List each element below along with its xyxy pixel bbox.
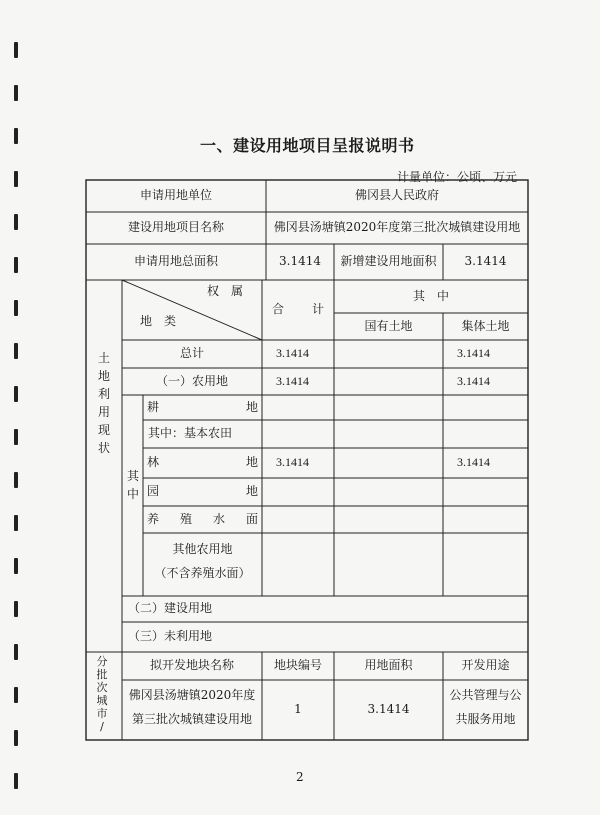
agri-heji: 3.1414 (276, 373, 309, 388)
lindi-jiti: 3.1414 (457, 455, 490, 470)
unused-land-label: （三）未利用地 (128, 629, 213, 644)
plot-use-header: 开发用途 (461, 658, 510, 673)
plot-use-line1: 公共管理与公 (449, 688, 522, 703)
new-area-label: 新增建设用地面积 (340, 254, 437, 269)
other-agri-line1: 其他农用地 (172, 542, 233, 557)
jiben-nongtian-label: 其中：基本农田 (148, 426, 233, 441)
plots-side-label: 分 批 次 城 市 / (96, 655, 108, 733)
total-area-value: 3.1414 (279, 254, 321, 269)
header-quanshu: 权 属 (206, 284, 243, 299)
header-dilei: 地 类 (139, 314, 176, 329)
plot-name-header: 拟开发地块名称 (149, 658, 234, 673)
gengdi-label: 耕 地 (147, 399, 258, 414)
other-agri-line2: （不含养殖水面） (154, 566, 251, 581)
total-jiti: 3.1414 (457, 346, 490, 361)
project-name-value: 佛冈县汤塘镇2020年度第三批次城镇建设用地 (273, 220, 521, 235)
agri-jiti: 3.1414 (457, 373, 490, 388)
unit-note: 计量单位：公顷、万元 (397, 170, 518, 184)
header-qizhong: 其 中 (412, 288, 449, 303)
header-guoyou: 国有土地 (364, 318, 413, 333)
page-number: 2 (296, 770, 304, 784)
total-area-label: 申请用地总面积 (133, 254, 218, 269)
lindi-heji: 3.1414 (276, 455, 309, 470)
total-label: 总计 (179, 346, 204, 361)
land-use-side-label: 土 地 利 用 现 状 (97, 351, 110, 455)
page-title: 一、建设用地项目呈报说明书 (200, 136, 415, 155)
plot-name-line2: 第三批次城镇建设用地 (131, 712, 252, 727)
applicant-label: 申请用地单位 (139, 188, 212, 203)
header-jiti: 集体土地 (461, 318, 510, 333)
lindi-label: 林 地 (147, 455, 258, 470)
agri-label: （一）农用地 (155, 373, 228, 388)
qizhong-side-label: 其 中 (126, 469, 139, 501)
plot-code-header: 地块编号 (273, 658, 322, 673)
plot-name-line1: 佛冈县汤塘镇2020年度 (128, 688, 256, 703)
yangzhi-label: 养 殖 水 面 (147, 511, 258, 526)
total-heji: 3.1414 (276, 346, 309, 361)
construction-land-label: （二）建设用地 (128, 601, 213, 616)
yuandi-label: 园 地 (147, 484, 258, 499)
applicant-value: 佛冈县人民政府 (354, 188, 439, 203)
plot-area-header: 用地面积 (364, 658, 413, 673)
project-name-label: 建设用地项目名称 (127, 220, 224, 235)
header-heji-b: 计 (311, 302, 324, 317)
plot-code: 1 (294, 702, 302, 717)
plot-area: 3.1414 (367, 702, 410, 717)
header-heji-a: 合 (271, 302, 284, 317)
plot-use-line2: 共服务用地 (455, 712, 516, 727)
new-area-value: 3.1414 (464, 254, 507, 269)
